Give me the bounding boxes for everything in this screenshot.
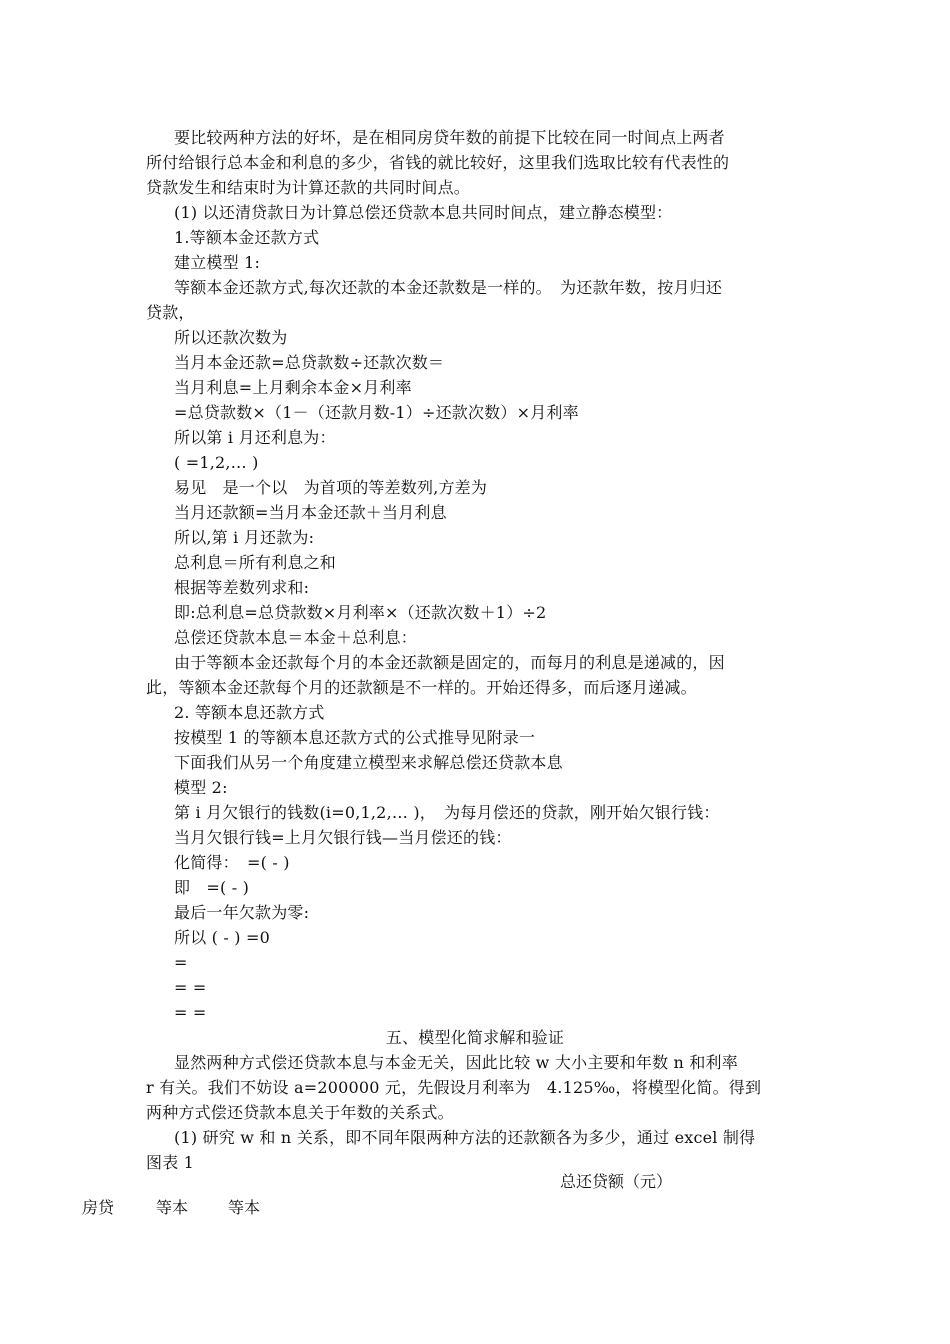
paragraph-line: 总利息＝所有利息之和 [174, 553, 337, 572]
formula-line: 所以 ( - ) =0 [174, 928, 271, 947]
paragraph-line: 此，等额本金还款每个月的还款额是不一样的。开始还得多，而后逐月递减。 [146, 678, 697, 697]
table-header-cell: 等本 [156, 1198, 189, 1217]
section-heading: 2. 等额本息还款方式 [174, 703, 325, 722]
formula-line: = = [174, 1003, 207, 1022]
section-title: 五、模型化简求解和验证 [385, 1028, 565, 1047]
table-header-cell: 等本 [228, 1198, 261, 1217]
paragraph-line: 所以还款次数为 [174, 328, 288, 347]
paragraph-line: 建立模型 1: [174, 253, 261, 272]
formula-line: = [174, 953, 188, 972]
paragraph-line: 第 i 月欠银行的钱数(i=0,1,2,… )， 为每月偿还的贷款，刚开始欠银行钱： [174, 803, 720, 822]
paragraph-line: 贷款， [146, 303, 195, 322]
paragraph-line: 当月利息=上月剩余本金×月利率 [174, 378, 412, 397]
formula-line: 即 =( - ) [174, 878, 250, 897]
paragraph-line: 当月本金还款=总贷款数÷还款次数＝ [174, 353, 445, 372]
paragraph-line: 要比较两种方法的好坏，是在相同房贷年数的前提下比较在同一时间点上两者 [174, 128, 725, 147]
formula-line: = = [174, 978, 207, 997]
paragraph-line: 图表 1 [146, 1153, 195, 1172]
paragraph-line: 由于等额本金还款每个月的本金还款额是固定的，而每月的利息是递减的，因 [174, 653, 725, 672]
paragraph-line: 两种方式偿还贷款本息关于年数的关系式。 [146, 1103, 454, 1122]
table-header-cell: 房贷 [82, 1198, 115, 1217]
paragraph-line: 按模型 1 的等额本息还款方式的公式推导见附录一 [174, 728, 536, 747]
section-heading: 1.等额本金还款方式 [174, 228, 320, 247]
paragraph-line: 当月还款额=当月本金还款＋当月利息 [174, 503, 447, 522]
paragraph-line: 等额本金还款方式,每次还款的本金还款数是一样的。 为还款年数，按月归还 [174, 278, 723, 297]
paragraph-line: 易见 是一个以 为首项的等差数列,方差为 [174, 478, 488, 497]
paragraph-line: 即:总利息=总贷款数×月利率×（还款次数＋1）÷2 [174, 603, 547, 622]
formula-line: 化简得： =( - ) [174, 853, 290, 872]
paragraph-line: 所付给银行总本金和利息的多少，省钱的就比较好，这里我们选取比较有代表性的 [146, 153, 730, 172]
paragraph-line: =总贷款数×（1－（还款月数-1）÷还款次数）×月利率 [174, 403, 579, 422]
paragraph-line: 最后一年欠款为零: [174, 903, 310, 922]
paragraph-line: 模型 2: [174, 778, 228, 797]
paragraph-line: r 有关。我们不妨设 a=200000 元，先假设月利率为 4.125‰，将模型化简。得到 [146, 1078, 762, 1097]
paragraph-line: (1) 研究 w 和 n 关系，即不同年限两种方法的还款额各为多少，通过 excel 制得 [174, 1128, 756, 1147]
formula-line: ( =1,2,… ) [174, 453, 259, 472]
paragraph-line: 贷款发生和结束时为计算还款的共同时间点。 [146, 178, 471, 197]
table-title: 总还贷额（元） [560, 1172, 673, 1191]
paragraph-line: 当月欠银行钱=上月欠银行钱—当月偿还的钱： [174, 828, 512, 847]
paragraph-line: 下面我们从另一个角度建立模型来求解总偿还贷款本息 [174, 753, 563, 772]
paragraph-line: 显然两种方式偿还贷款本息与本金无关，因此比较 w 大小主要和年数 n 和利率 [174, 1053, 738, 1072]
paragraph-line: 根据等差数列求和: [174, 578, 310, 597]
paragraph-line: (1) 以还清贷款日为计算总偿还贷款本息共同时间点，建立静态模型： [174, 203, 673, 222]
paragraph-line: 所以,第 i 月还款为: [174, 528, 315, 547]
paragraph-line: 总偿还贷款本息＝本金＋总利息： [174, 628, 418, 647]
paragraph-line: 所以第 i 月还利息为： [174, 428, 336, 447]
